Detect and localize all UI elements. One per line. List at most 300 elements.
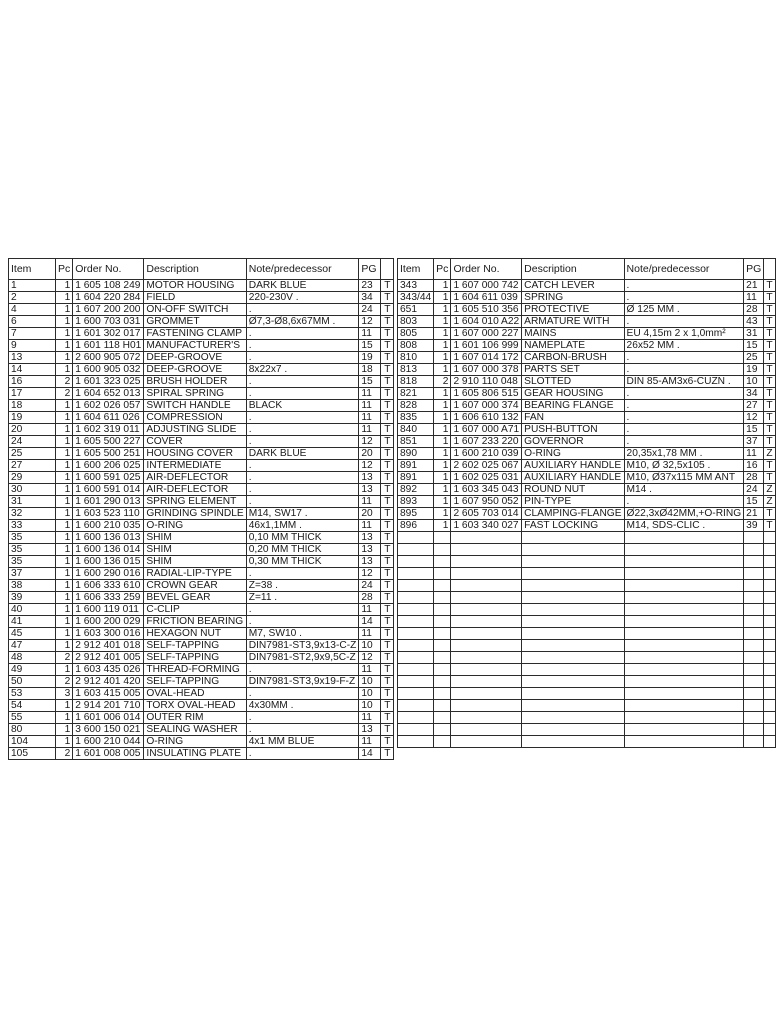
cell-order-no: 1 603 523 110: [73, 508, 144, 520]
cell-note: [624, 724, 744, 736]
cell-pg: 10: [744, 376, 764, 388]
cell-item: 896: [398, 520, 434, 532]
cell-type: T: [764, 280, 775, 292]
cell-description: RADIAL-LIP-TYPE: [144, 568, 246, 580]
cell-type: Z: [764, 448, 775, 460]
cell-pg: [744, 700, 764, 712]
cell-item: [398, 580, 434, 592]
cell-item: 16: [9, 376, 56, 388]
cell-pc: 1: [56, 292, 73, 304]
cell-type: T: [381, 700, 394, 712]
cell-description: MANUFACTURER'S: [144, 340, 246, 352]
table-row: [398, 640, 776, 652]
table-row: [9, 352, 394, 364]
cell-pg: 24: [359, 580, 381, 592]
cell-note: [624, 652, 744, 664]
cell-pc: [434, 736, 451, 748]
cell-pg: 12: [744, 412, 764, 424]
cell-note: .: [246, 388, 359, 400]
cell-item: 40: [9, 604, 56, 616]
cell-description: GOVERNOR: [522, 436, 624, 448]
cell-note: 26x52 MM .: [624, 340, 744, 352]
cell-type: T: [764, 412, 775, 424]
parts-table-left: [8, 258, 394, 760]
cell-order-no: 1 604 611 039: [451, 292, 522, 304]
cell-note: .: [624, 436, 744, 448]
cell-order-no: 1 600 703 031: [73, 316, 144, 328]
cell-pg: [744, 592, 764, 604]
cell-item: 53: [9, 688, 56, 700]
cell-type: T: [381, 376, 394, 388]
cell-item: 47: [9, 640, 56, 652]
col-order-no-header: Order No.: [451, 259, 522, 280]
cell-description: AIR-DEFLECTOR: [144, 472, 246, 484]
cell-type: T: [381, 712, 394, 724]
cell-type: T: [381, 424, 394, 436]
cell-item: 54: [9, 700, 56, 712]
cell-pg: 13: [359, 556, 381, 568]
cell-order-no: [451, 664, 522, 676]
cell-pc: 1: [434, 424, 451, 436]
cell-item: 828: [398, 400, 434, 412]
col-pg-header: PG: [744, 259, 764, 280]
cell-type: T: [381, 568, 394, 580]
cell-description: [522, 628, 624, 640]
table-row: [398, 520, 776, 532]
cell-item: 2: [9, 292, 56, 304]
cell-description: [522, 592, 624, 604]
cell-type: T: [381, 292, 394, 304]
cell-item: 31: [9, 496, 56, 508]
cell-description: ARMATURE WITH: [522, 316, 624, 328]
cell-item: 105: [9, 748, 56, 760]
cell-pc: 2: [56, 388, 73, 400]
table-row: [398, 304, 776, 316]
cell-note: .: [246, 376, 359, 388]
cell-pc: 1: [434, 340, 451, 352]
cell-pg: 34: [744, 388, 764, 400]
col-order-no-header: Order No.: [73, 259, 144, 280]
cell-type: [764, 664, 775, 676]
cell-order-no: 1 600 591 014: [73, 484, 144, 496]
cell-note: [624, 616, 744, 628]
cell-type: T: [764, 304, 775, 316]
cell-item: [398, 676, 434, 688]
cell-item: 49: [9, 664, 56, 676]
cell-order-no: 3 600 150 021: [73, 724, 144, 736]
cell-note: .: [624, 496, 744, 508]
table-row: [9, 736, 394, 748]
cell-note: [624, 544, 744, 556]
table-row: [9, 460, 394, 472]
cell-note: .: [246, 472, 359, 484]
cell-note: .: [624, 400, 744, 412]
cell-description: SELF-TAPPING: [144, 640, 246, 652]
cell-item: 30: [9, 484, 56, 496]
cell-note: .: [246, 748, 359, 760]
cell-type: [764, 604, 775, 616]
cell-item: 821: [398, 388, 434, 400]
cell-note: .: [246, 352, 359, 364]
cell-pc: 1: [434, 484, 451, 496]
cell-description: [522, 568, 624, 580]
cell-pc: 1: [56, 484, 73, 496]
cell-description: SWITCH HANDLE: [144, 400, 246, 412]
cell-pg: 11: [359, 496, 381, 508]
cell-description: [522, 532, 624, 544]
cell-type: T: [381, 592, 394, 604]
table-row: [398, 664, 776, 676]
table-row: [9, 376, 394, 388]
cell-order-no: [451, 604, 522, 616]
cell-order-no: 1 601 008 005: [73, 748, 144, 760]
cell-description: COVER: [144, 436, 246, 448]
cell-item: [398, 616, 434, 628]
cell-item: [398, 664, 434, 676]
cell-description: TORX OVAL-HEAD: [144, 700, 246, 712]
cell-note: [624, 712, 744, 724]
cell-pc: 1: [56, 568, 73, 580]
cell-note: 220-230V .: [246, 292, 359, 304]
cell-description: FASTENING CLAMP: [144, 328, 246, 340]
cell-description: PUSH-BUTTON: [522, 424, 624, 436]
table-body-left: [9, 280, 394, 760]
cell-order-no: 1 600 591 025: [73, 472, 144, 484]
cell-pc: 1: [56, 448, 73, 460]
cell-pc: [434, 616, 451, 628]
cell-note: .: [246, 616, 359, 628]
cell-description: AUXILIARY HANDLE: [522, 460, 624, 472]
cell-description: ROUND NUT: [522, 484, 624, 496]
cell-pc: 1: [56, 604, 73, 616]
table-row: [9, 616, 394, 628]
table-row: [9, 568, 394, 580]
cell-item: 14: [9, 364, 56, 376]
cell-order-no: [451, 712, 522, 724]
table-row: [398, 556, 776, 568]
cell-type: T: [381, 400, 394, 412]
table-row: [9, 676, 394, 688]
table-row: [398, 724, 776, 736]
cell-order-no: 1 601 323 025: [73, 376, 144, 388]
table-row: [9, 388, 394, 400]
cell-order-no: 1 600 905 032: [73, 364, 144, 376]
cell-item: [398, 640, 434, 652]
cell-pc: 2: [56, 748, 73, 760]
cell-pc: 1: [56, 616, 73, 628]
cell-order-no: 1 600 136 014: [73, 544, 144, 556]
cell-pg: [744, 664, 764, 676]
cell-description: DEEP-GROOVE: [144, 364, 246, 376]
cell-description: O-RING: [144, 520, 246, 532]
cell-pg: 11: [359, 736, 381, 748]
table-row: [398, 496, 776, 508]
cell-item: [398, 568, 434, 580]
cell-description: [522, 544, 624, 556]
cell-pc: 1: [434, 460, 451, 472]
cell-pg: 25: [744, 352, 764, 364]
cell-pg: 13: [359, 532, 381, 544]
cell-pg: [744, 556, 764, 568]
cell-order-no: 2 602 025 067: [451, 460, 522, 472]
cell-type: T: [381, 724, 394, 736]
cell-pc: 1: [56, 304, 73, 316]
cell-pg: [744, 580, 764, 592]
cell-pc: [434, 640, 451, 652]
cell-item: [398, 604, 434, 616]
cell-type: T: [764, 472, 775, 484]
cell-pc: 2: [434, 376, 451, 388]
table-row: [9, 424, 394, 436]
cell-pg: 43: [744, 316, 764, 328]
cell-order-no: 1 600 210 044: [73, 736, 144, 748]
cell-type: [764, 724, 775, 736]
cell-note: DIN7981-ST3,9x13-C-Z: [246, 640, 359, 652]
cell-type: [764, 640, 775, 652]
cell-pg: 28: [744, 472, 764, 484]
table-row: [9, 520, 394, 532]
cell-pg: 11: [359, 388, 381, 400]
cell-pc: 1: [56, 712, 73, 724]
cell-pc: [434, 628, 451, 640]
cell-type: T: [764, 520, 775, 532]
cell-type: T: [381, 736, 394, 748]
cell-order-no: 1 604 220 284: [73, 292, 144, 304]
cell-order-no: 1 601 302 017: [73, 328, 144, 340]
cell-order-no: [451, 592, 522, 604]
cell-order-no: 1 600 206 025: [73, 460, 144, 472]
cell-pg: [744, 616, 764, 628]
cell-note: .: [246, 724, 359, 736]
cell-pg: 15: [744, 424, 764, 436]
cell-item: 810: [398, 352, 434, 364]
cell-description: GEAR HOUSING: [522, 388, 624, 400]
table-row: [9, 712, 394, 724]
cell-pg: 11: [359, 424, 381, 436]
cell-description: MOTOR HOUSING: [144, 280, 246, 292]
cell-pg: [744, 640, 764, 652]
cell-pc: 1: [56, 328, 73, 340]
cell-note: BLACK: [246, 400, 359, 412]
cell-pg: 28: [359, 592, 381, 604]
cell-pg: 37: [744, 436, 764, 448]
table-row: [9, 604, 394, 616]
cell-type: T: [381, 604, 394, 616]
cell-order-no: 2 914 201 710: [73, 700, 144, 712]
cell-order-no: 2 605 703 014: [451, 508, 522, 520]
cell-description: SPIRAL SPRING: [144, 388, 246, 400]
cell-item: 35: [9, 544, 56, 556]
cell-pc: [434, 556, 451, 568]
table-row: [398, 508, 776, 520]
cell-pg: 15: [744, 340, 764, 352]
cell-pc: [434, 568, 451, 580]
cell-description: ADJUSTING SLIDE: [144, 424, 246, 436]
cell-order-no: 1 603 345 043: [451, 484, 522, 496]
cell-note: .: [624, 412, 744, 424]
cell-note: Z=38 .: [246, 580, 359, 592]
cell-type: T: [381, 664, 394, 676]
cell-item: 38: [9, 580, 56, 592]
cell-note: [624, 568, 744, 580]
cell-pc: 1: [434, 388, 451, 400]
cell-order-no: 1 603 415 005: [73, 688, 144, 700]
cell-item: [398, 544, 434, 556]
cell-type: T: [764, 292, 775, 304]
cell-type: [764, 652, 775, 664]
cell-order-no: 1 607 000 742: [451, 280, 522, 292]
cell-type: T: [381, 580, 394, 592]
parts-table-right: [397, 258, 776, 748]
table-row: [398, 712, 776, 724]
cell-pc: 2: [56, 376, 73, 388]
cell-order-no: 1 603 300 016: [73, 628, 144, 640]
col-item-header: Item: [9, 259, 56, 280]
cell-note: [624, 688, 744, 700]
table-row: [9, 532, 394, 544]
cell-note: [624, 640, 744, 652]
cell-item: 651: [398, 304, 434, 316]
cell-order-no: [451, 580, 522, 592]
cell-pc: 1: [56, 700, 73, 712]
table-row: [398, 568, 776, 580]
cell-item: 33: [9, 520, 56, 532]
cell-note: [624, 556, 744, 568]
cell-item: 35: [9, 556, 56, 568]
cell-type: T: [381, 628, 394, 640]
cell-pc: [434, 592, 451, 604]
cell-note: .: [624, 352, 744, 364]
table-row: [398, 472, 776, 484]
cell-pc: 1: [56, 640, 73, 652]
cell-item: 343: [398, 280, 434, 292]
cell-order-no: [451, 640, 522, 652]
table-row: [9, 400, 394, 412]
cell-pg: [744, 688, 764, 700]
table-row: [9, 328, 394, 340]
cell-pc: 1: [434, 364, 451, 376]
table-row: [398, 316, 776, 328]
cell-order-no: 1 601 106 999: [451, 340, 522, 352]
cell-note: 0,30 MM THICK: [246, 556, 359, 568]
cell-pg: 11: [359, 664, 381, 676]
cell-item: 41: [9, 616, 56, 628]
cell-pc: 1: [434, 304, 451, 316]
cell-note: 4x1 MM BLUE: [246, 736, 359, 748]
cell-pc: 1: [56, 280, 73, 292]
table-row: [9, 304, 394, 316]
cell-pg: 12: [359, 436, 381, 448]
table-row: [9, 748, 394, 760]
cell-item: 20: [9, 424, 56, 436]
table-row: [398, 628, 776, 640]
cell-order-no: 1 607 000 374: [451, 400, 522, 412]
col-type-header: [764, 259, 775, 280]
cell-note: M14, SDS-CLIC .: [624, 520, 744, 532]
table-row: [9, 280, 394, 292]
cell-description: MAINS: [522, 328, 624, 340]
cell-note: .: [624, 424, 744, 436]
table-row: [398, 436, 776, 448]
cell-description: O-RING: [144, 736, 246, 748]
cell-pc: 1: [56, 472, 73, 484]
cell-pg: 11: [359, 712, 381, 724]
parts-list-left: [8, 258, 394, 760]
cell-type: T: [381, 616, 394, 628]
cell-order-no: [451, 724, 522, 736]
cell-description: PROTECTIVE: [522, 304, 624, 316]
cell-pc: [434, 532, 451, 544]
cell-pg: 12: [359, 460, 381, 472]
cell-note: [624, 664, 744, 676]
cell-type: [764, 532, 775, 544]
cell-pc: 1: [434, 412, 451, 424]
cell-pc: 1: [56, 460, 73, 472]
cell-type: T: [764, 424, 775, 436]
cell-item: [398, 712, 434, 724]
cell-pc: 1: [56, 436, 73, 448]
cell-pg: 27: [744, 400, 764, 412]
cell-type: T: [381, 352, 394, 364]
cell-description: [522, 688, 624, 700]
cell-order-no: [451, 688, 522, 700]
table-row: [398, 544, 776, 556]
table-header: [9, 259, 394, 280]
cell-pc: 1: [56, 364, 73, 376]
table-row: [398, 592, 776, 604]
cell-note: [624, 676, 744, 688]
cell-type: T: [381, 688, 394, 700]
cell-note: .: [246, 484, 359, 496]
cell-order-no: [451, 652, 522, 664]
cell-pc: [434, 676, 451, 688]
col-note-header: Note/predecessor: [624, 259, 744, 280]
cell-description: AUXILIARY HANDLE: [522, 472, 624, 484]
cell-description: SHIM: [144, 532, 246, 544]
cell-note: 4x30MM .: [246, 700, 359, 712]
cell-item: 4: [9, 304, 56, 316]
cell-description: FAST LOCKING: [522, 520, 624, 532]
cell-item: [398, 736, 434, 748]
cell-description: HOUSING COVER: [144, 448, 246, 460]
cell-note: Ø22,3xØ42MM,+O-RING: [624, 508, 744, 520]
cell-pc: 1: [434, 316, 451, 328]
cell-order-no: 2 912 401 018: [73, 640, 144, 652]
cell-order-no: [451, 544, 522, 556]
cell-description: ON-OFF SWITCH: [144, 304, 246, 316]
cell-type: T: [381, 448, 394, 460]
cell-item: 840: [398, 424, 434, 436]
cell-description: BRUSH HOLDER: [144, 376, 246, 388]
cell-pg: 19: [744, 364, 764, 376]
cell-pc: 1: [434, 400, 451, 412]
cell-item: 805: [398, 328, 434, 340]
table-row: [9, 316, 394, 328]
cell-pg: [744, 544, 764, 556]
table-row: [9, 580, 394, 592]
cell-item: 39: [9, 592, 56, 604]
cell-pg: 13: [359, 484, 381, 496]
cell-note: .: [246, 328, 359, 340]
cell-pc: 1: [56, 520, 73, 532]
cell-order-no: 1 607 200 200: [73, 304, 144, 316]
cell-order-no: 1 605 500 227: [73, 436, 144, 448]
cell-description: BEARING FLANGE: [522, 400, 624, 412]
cell-description: SEALING WASHER: [144, 724, 246, 736]
col-pc-header: Pc: [434, 259, 451, 280]
cell-pc: [434, 712, 451, 724]
cell-description: [522, 556, 624, 568]
